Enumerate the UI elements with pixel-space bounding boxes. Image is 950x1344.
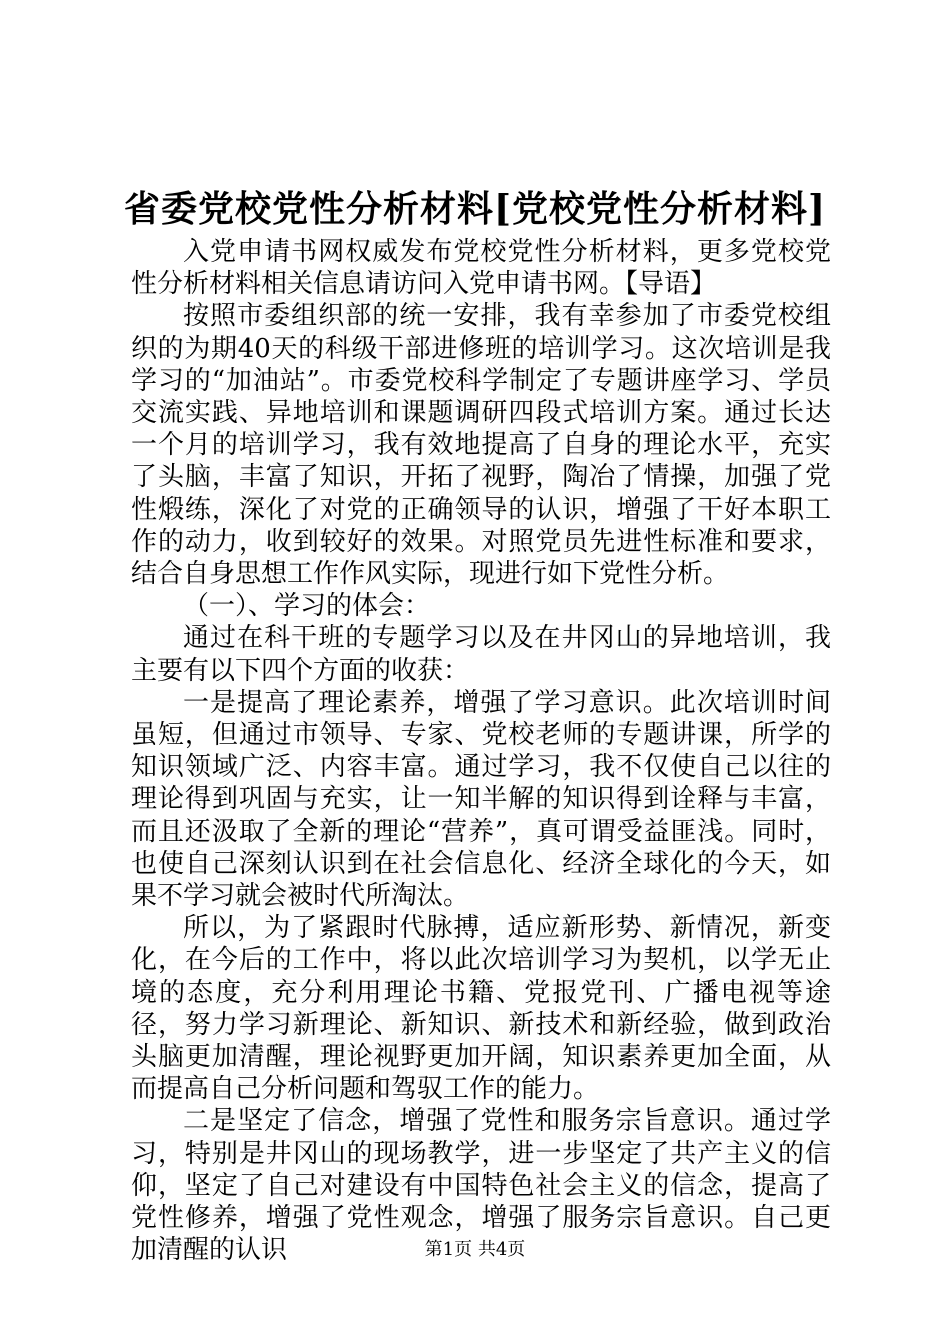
section-heading-learning: （一）、学习的体会： xyxy=(183,591,431,622)
document-title: 省委党校党性分析材料[党校党性分析材料] xyxy=(123,188,827,230)
paragraph-gain-two: 二是坚定了信念，增强了党性和服务宗旨意识。通过学习，特别是井冈山的现场教学，进一步坚定了共产主义的信仰，坚定了自己对建设有中国特色社会主义的信念，提高了党性修养，增强了党性观念，增强了服务宗旨意识。自己更加清醒的认识 xyxy=(131,1106,831,1266)
paragraph-intro: 入党申请书网权威发布党校党性分析材料，更多党校党性分析材料相关信息请访问入党申请书网。【导语】 xyxy=(131,237,831,300)
paragraph-gains-intro: 通过在科干班的专题学习以及在井冈山的异地培训，我主要有以下四个方面的收获： xyxy=(131,623,831,686)
document-body xyxy=(131,236,831,1267)
paragraph-background: 按照市委组织部的统一安排，我有幸参加了市委党校组织的为期40天的科级干部进修班的培训学习。这次培训是我学习的“加油站”。市委党校科学制定了专题讲座学习、学员交流实践、异地培训和课题调研四段式培训方案。通过长达一个月的培训学习，我有效地提高了自身的理论水平，充实了头脑，丰富了知识，开拓了视野，陶冶了情操，加强了党性煅练，深化了对党的正确领导的认识，增强了干好本职工作的动力，收到较好的效果。对照党员先进性标准和要求，结合自身思想工作作风实际，现进行如下党性分析。 xyxy=(131,301,831,590)
paragraph-gain-one: 一是提高了理论素养，增强了学习意识。此次培训时间虽短，但通过市领导、专家、党校老师的专题讲课，所学的知识领域广泛、内容丰富。通过学习，我不仅使自己以往的理论得到巩固与充实，让一知半解的知识得到诠释与丰富，而且还汲取了全新的理论“营养”，真可谓受益匪浅。同时，也使自己深刻认识到在社会信息化、经济全球化的今天，如果不学习就会被时代所淘汰。 xyxy=(131,687,831,912)
page-number-footer: 第1页 共4页 xyxy=(424,1239,526,1260)
paragraph-gain-one-followup: 所以，为了紧跟时代脉搏，适应新形势、新情况，新变化，在今后的工作中，将以此次培训学习为契机，以学无止境的态度，充分利用理论书籍、党报党刊、广播电视等途径，努力学习新理论、新知识、新技术和新经验，做到政治头脑更加清醒，理论视野更加开阔，知识素养更加全面，从而提高自己分析问题和驾驭工作的能力。 xyxy=(131,913,831,1105)
